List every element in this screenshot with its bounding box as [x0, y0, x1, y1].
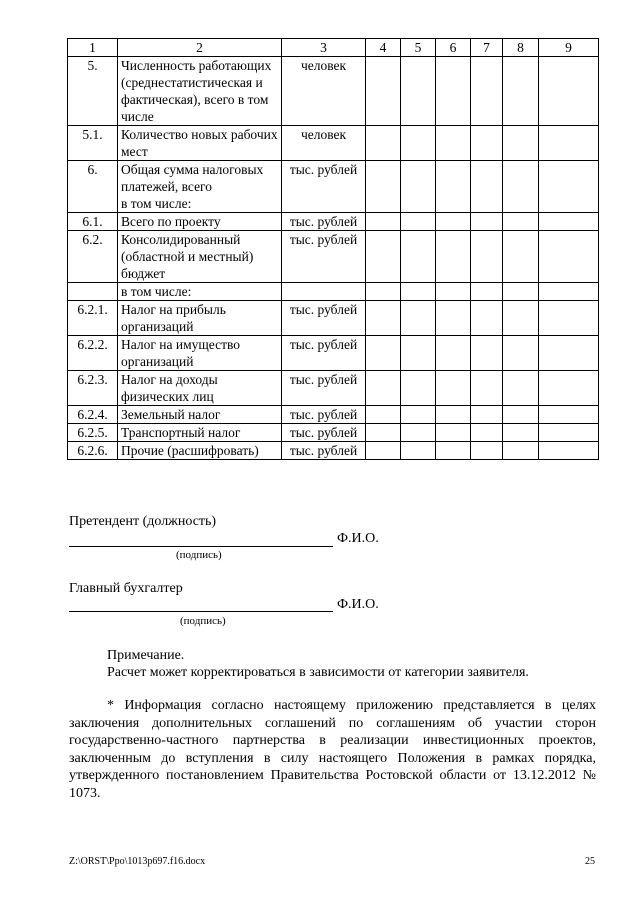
value-cell-col-8[interactable]	[503, 57, 539, 126]
value-cell-col-7[interactable]	[471, 57, 503, 126]
value-cell-col-9[interactable]	[539, 161, 599, 213]
value-cell-col-5[interactable]	[401, 406, 436, 424]
value-cell-col-5[interactable]	[401, 231, 436, 283]
header-cell: 8	[503, 39, 539, 57]
table-row	[68, 213, 599, 231]
row-unit: тыс. рублей	[282, 424, 366, 442]
value-cell-col-8[interactable]	[503, 301, 539, 336]
value-cell-col-5[interactable]	[401, 424, 436, 442]
value-cell-col-7[interactable]	[471, 424, 503, 442]
value-cell-col-4[interactable]	[366, 424, 401, 442]
row-indicator: Земельный налог	[118, 406, 282, 424]
row-indicator: Налог на имущество организаций	[118, 336, 282, 371]
value-cell-col-5[interactable]	[401, 283, 436, 301]
value-cell-col-7[interactable]	[471, 161, 503, 213]
value-cell-col-6[interactable]	[436, 406, 471, 424]
table-row	[68, 231, 599, 283]
value-cell-col-6[interactable]	[436, 126, 471, 161]
table-row	[68, 424, 599, 442]
table-header-row	[68, 39, 599, 57]
row-unit: человек	[282, 126, 366, 161]
value-cell-col-5[interactable]	[401, 301, 436, 336]
accountant-signature-caption: (подпись)	[180, 615, 226, 627]
header-cell: 1	[68, 39, 118, 57]
value-cell-col-6[interactable]	[436, 213, 471, 231]
table-row	[68, 161, 599, 213]
value-cell-col-5[interactable]	[401, 442, 436, 460]
row-indicator: Количество новых рабочих мест	[118, 126, 282, 161]
value-cell-col-5[interactable]	[401, 161, 436, 213]
table-row	[68, 406, 599, 424]
row-unit: тыс. рублей	[282, 231, 366, 283]
row-number: 6.2.5.	[68, 424, 118, 442]
row-unit: тыс. рублей	[282, 406, 366, 424]
value-cell-col-4[interactable]	[366, 406, 401, 424]
row-number: 6.2.	[68, 231, 118, 283]
value-cell-col-9[interactable]	[539, 283, 599, 301]
footer-file-path: Z:\ORST\Ppo\1013p697.f16.docx	[69, 856, 206, 867]
applicant-signature-line	[69, 532, 333, 547]
value-cell-col-4[interactable]	[366, 231, 401, 283]
row-unit: тыс. рублей	[282, 161, 366, 213]
header-cell: 6	[436, 39, 471, 57]
value-cell-col-7[interactable]	[471, 301, 503, 336]
value-cell-col-4[interactable]	[366, 126, 401, 161]
value-cell-col-4[interactable]	[366, 301, 401, 336]
row-number: 6.2.3.	[68, 371, 118, 406]
header-cell: 3	[282, 39, 366, 57]
value-cell-col-4[interactable]	[366, 57, 401, 126]
value-cell-col-4[interactable]	[366, 283, 401, 301]
header-cell: 2	[118, 39, 282, 57]
row-unit: человек	[282, 57, 366, 126]
value-cell-col-8[interactable]	[503, 424, 539, 442]
row-indicator: Общая сумма налоговых платежей, всего в том числе:	[118, 161, 282, 213]
value-cell-col-8[interactable]	[503, 283, 539, 301]
value-cell-col-9[interactable]	[539, 336, 599, 371]
row-indicator: Налог на прибыль организаций	[118, 301, 282, 336]
value-cell-col-7[interactable]	[471, 442, 503, 460]
value-cell-col-7[interactable]	[471, 213, 503, 231]
accountant-fio: Ф.И.О.	[337, 597, 379, 612]
value-cell-col-7[interactable]	[471, 283, 503, 301]
value-cell-col-6[interactable]	[436, 283, 471, 301]
row-number: 6.1.	[68, 213, 118, 231]
value-cell-col-8[interactable]	[503, 161, 539, 213]
value-cell-col-6[interactable]	[436, 57, 471, 126]
value-cell-col-9[interactable]	[539, 231, 599, 283]
value-cell-col-8[interactable]	[503, 336, 539, 371]
accountant-label: Главный бухгалтер	[69, 581, 183, 596]
value-cell-col-7[interactable]	[471, 126, 503, 161]
row-number: 6.	[68, 161, 118, 213]
table-row	[68, 126, 599, 161]
value-cell-col-9[interactable]	[539, 126, 599, 161]
value-cell-col-6[interactable]	[436, 442, 471, 460]
row-indicator: Численность работающих (среднестатистическая и фактическая), всего в том числе	[118, 57, 282, 126]
value-cell-col-6[interactable]	[436, 161, 471, 213]
row-indicator: Налог на доходы физических лиц	[118, 371, 282, 406]
value-cell-col-5[interactable]	[401, 57, 436, 126]
value-cell-col-5[interactable]	[401, 336, 436, 371]
row-indicator: Всего по проекту	[118, 213, 282, 231]
value-cell-col-8[interactable]	[503, 231, 539, 283]
value-cell-col-6[interactable]	[436, 301, 471, 336]
value-cell-col-9[interactable]	[539, 442, 599, 460]
table-row	[68, 336, 599, 371]
value-cell-col-8[interactable]	[503, 406, 539, 424]
row-number	[68, 283, 118, 301]
value-cell-col-6[interactable]	[436, 231, 471, 283]
value-cell-col-4[interactable]	[366, 213, 401, 231]
row-unit: тыс. рублей	[282, 336, 366, 371]
note-text: Расчет может корректироваться в зависимости от категории заявителя.	[107, 665, 529, 680]
value-cell-col-4[interactable]	[366, 371, 401, 406]
row-indicator: в том числе:	[118, 283, 282, 301]
applicant-fio: Ф.И.О.	[337, 531, 379, 546]
value-cell-col-9[interactable]	[539, 406, 599, 424]
header-cell: 4	[366, 39, 401, 57]
note-title: Примечание.	[107, 648, 185, 663]
value-cell-col-8[interactable]	[503, 371, 539, 406]
table-row	[68, 301, 599, 336]
value-cell-col-7[interactable]	[471, 336, 503, 371]
value-cell-col-5[interactable]	[401, 126, 436, 161]
value-cell-col-9[interactable]	[539, 301, 599, 336]
applicant-label: Претендент (должность)	[69, 514, 217, 529]
table-row	[68, 57, 599, 126]
row-unit: тыс. рублей	[282, 371, 366, 406]
value-cell-col-9[interactable]	[539, 57, 599, 126]
value-cell-col-8[interactable]	[503, 213, 539, 231]
row-number: 5.1.	[68, 126, 118, 161]
row-number: 6.2.4.	[68, 406, 118, 424]
table-row	[68, 283, 599, 301]
value-cell-col-9[interactable]	[539, 424, 599, 442]
row-number: 6.2.2.	[68, 336, 118, 371]
value-cell-col-4[interactable]	[366, 161, 401, 213]
value-cell-col-5[interactable]	[401, 213, 436, 231]
row-unit	[282, 283, 366, 301]
row-indicator: Консолидированный (областной и местный) бюджет	[118, 231, 282, 283]
value-cell-col-7[interactable]	[471, 371, 503, 406]
value-cell-col-4[interactable]	[366, 336, 401, 371]
value-cell-col-6[interactable]	[436, 424, 471, 442]
value-cell-col-4[interactable]	[366, 442, 401, 460]
value-cell-col-9[interactable]	[539, 213, 599, 231]
footnote-paragraph: * Информация согласно настоящему приложению представляется в целях заключения дополнительных соглашений по соглашениям об участии сторон государственно-частного партнерства в реализации инвестиционных проектов, заключенным до вступления в силу настоящего Положения в рамках порядка, утвержденного постановлением Правительства Ростовской области от 13.12.2012 № 1073.	[69, 698, 596, 801]
row-unit: тыс. рублей	[282, 442, 366, 460]
header-cell: 7	[471, 39, 503, 57]
row-number: 6.2.1.	[68, 301, 118, 336]
value-cell-col-6[interactable]	[436, 371, 471, 406]
applicant-signature-caption: (подпись)	[176, 549, 222, 561]
header-cell: 5	[401, 39, 436, 57]
data-table	[67, 38, 599, 460]
value-cell-col-8[interactable]	[503, 442, 539, 460]
table-row	[68, 371, 599, 406]
table-row	[68, 442, 599, 460]
row-unit: тыс. рублей	[282, 213, 366, 231]
row-unit: тыс. рублей	[282, 301, 366, 336]
value-cell-col-7[interactable]	[471, 406, 503, 424]
row-number: 5.	[68, 57, 118, 126]
row-indicator: Транспортный налог	[118, 424, 282, 442]
value-cell-col-6[interactable]	[436, 336, 471, 371]
footer-page-number: 25	[585, 856, 595, 867]
row-number: 6.2.6.	[68, 442, 118, 460]
row-indicator: Прочие (расшифровать)	[118, 442, 282, 460]
value-cell-col-9[interactable]	[539, 371, 599, 406]
value-cell-col-8[interactable]	[503, 126, 539, 161]
accountant-signature-line	[69, 597, 333, 612]
header-cell: 9	[539, 39, 599, 57]
value-cell-col-5[interactable]	[401, 371, 436, 406]
value-cell-col-7[interactable]	[471, 231, 503, 283]
